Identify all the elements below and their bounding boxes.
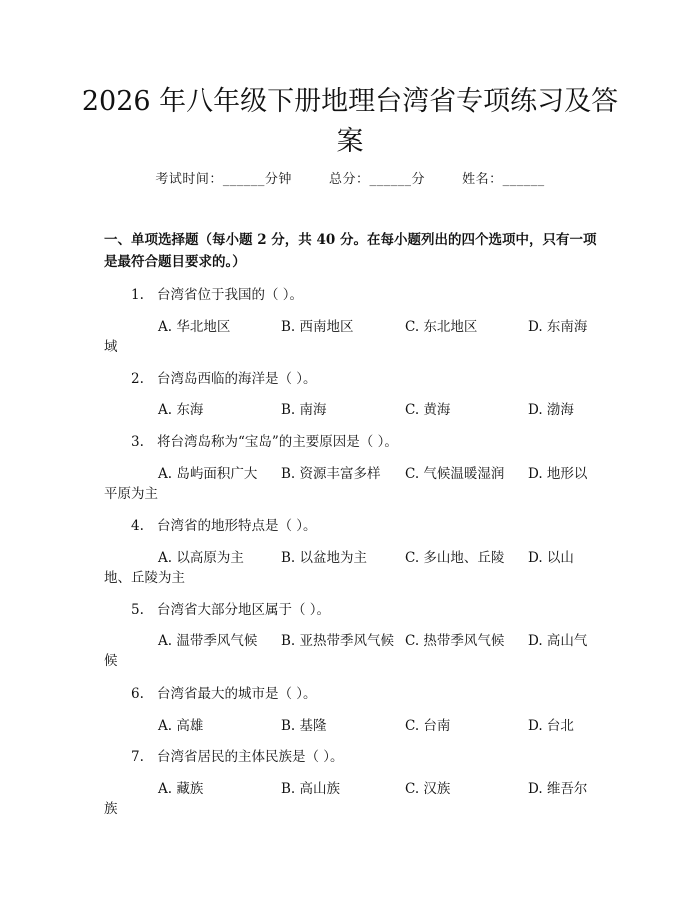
- q7-option-a: A. 藏族: [158, 781, 204, 797]
- question-number: 6.: [131, 686, 144, 702]
- question-6: [131, 682, 317, 702]
- q7-option-b: B. 高山族: [281, 781, 341, 797]
- q2-option-b: B. 南海: [281, 402, 327, 418]
- q4-option-c: C. 多山地、丘陵: [405, 550, 505, 566]
- q4-option-a: A. 以高原为主: [158, 550, 244, 566]
- q1-option-wrap: 域: [104, 339, 118, 355]
- q5-option-b: B. 亚热带季风气候: [281, 633, 395, 649]
- q1-option-c: C. 东北地区: [405, 319, 478, 335]
- question-number: 7.: [131, 749, 144, 765]
- page-title-line1: 2026 年八年级下册地理台湾省专项练习及答: [81, 86, 619, 117]
- exam-info: [0, 168, 700, 187]
- student-name: 姓名：______: [462, 172, 545, 187]
- q5-option-d: D. 高山气: [528, 633, 588, 649]
- question-text: 台湾省居民的主体民族是（ ）。: [157, 749, 344, 765]
- q4-option-b: B. 以盆地为主: [281, 550, 368, 566]
- question-4: [131, 514, 317, 534]
- question-number: 2.: [131, 371, 144, 387]
- q1-option-d: D. 东南海: [528, 319, 588, 335]
- question-7: [131, 745, 344, 765]
- q2-option-c: C. 黄海: [405, 402, 451, 418]
- q7-option-c: C. 汉族: [405, 781, 451, 797]
- q3-option-d: D. 地形以: [528, 466, 588, 482]
- exam-score: 总分：______分: [328, 172, 425, 187]
- question-number: 3.: [131, 434, 144, 450]
- q1-option-a: A. 华北地区: [158, 319, 231, 335]
- q5-option-wrap: 候: [104, 653, 118, 669]
- q5-option-c: C. 热带季风气候: [405, 633, 505, 649]
- question-text: 台湾省的地形特点是（ ）。: [157, 518, 317, 534]
- q7-option-wrap: 族: [104, 801, 118, 817]
- q2-option-d: D. 渤海: [528, 402, 574, 418]
- q6-option-a: A. 高雄: [158, 718, 204, 734]
- question-text: 台湾省最大的城市是（ ）。: [157, 686, 317, 702]
- q6-option-d: D. 台北: [528, 718, 574, 734]
- question-2: [131, 367, 317, 387]
- question-text: 台湾岛西临的海洋是（ ）。: [157, 371, 317, 387]
- q6-option-c: C. 台南: [405, 718, 451, 734]
- q1-option-b: B. 西南地区: [281, 319, 354, 335]
- question-number: 1.: [131, 287, 144, 303]
- q2-option-a: A. 东海: [158, 402, 204, 418]
- question-text: 台湾省大部分地区属于（ ）。: [157, 602, 331, 618]
- section-heading-line2: 是最符合题目要求的。）: [104, 254, 246, 270]
- question-3: [131, 430, 398, 450]
- exam-time: 考试时间：______分钟: [155, 172, 292, 187]
- question-1: [131, 283, 303, 303]
- question-number: 4.: [131, 518, 144, 534]
- question-text: 将台湾岛称为“宝岛”的主要原因是（ ）。: [157, 434, 398, 450]
- question-number: 5.: [131, 602, 144, 618]
- q3-option-c: C. 气候温暖湿润: [405, 466, 505, 482]
- q7-option-d: D. 维吾尔: [528, 781, 588, 797]
- page-title-line2: 案: [336, 126, 364, 157]
- q3-option-wrap: 平原为主: [104, 486, 158, 502]
- q4-option-wrap: 地、丘陵为主: [104, 570, 185, 586]
- q5-option-a: A. 温带季风气候: [158, 633, 258, 649]
- q4-option-d: D. 以山: [528, 550, 574, 566]
- question-text: 台湾省位于我国的（ ）。: [157, 287, 304, 303]
- q6-option-b: B. 基隆: [281, 718, 327, 734]
- section-heading-line1: 一、单项选择题（每小题 2 分，共 40 分。在每小题列出的四个选项中，只有一项: [104, 232, 597, 248]
- q3-option-b: B. 资源丰富多样: [281, 466, 381, 482]
- q3-option-a: A. 岛屿面积广大: [158, 466, 258, 482]
- question-5: [131, 598, 330, 618]
